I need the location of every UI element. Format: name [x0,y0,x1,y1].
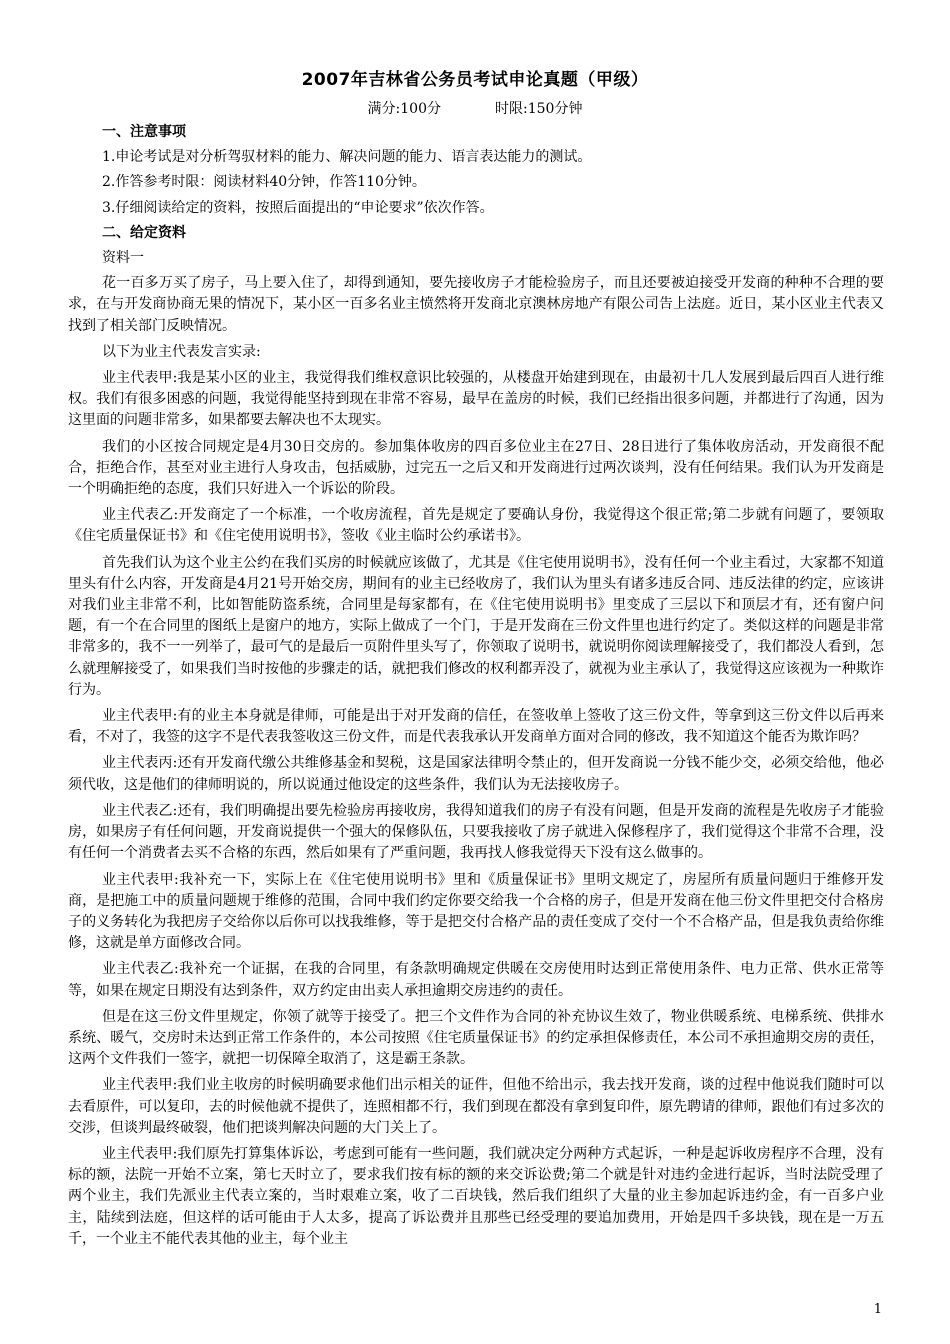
exam-meta [0,98,950,118]
paragraph: 业主代表甲:我是某小区的业主，我觉得我们维权意识比较强的，从楼盘开始建到现在，由最初十几人发展到最后四百人进行维权。我们有很多困惑的问题，我觉得能坚持到现在非常不容易，最早在盖房的时候，我们已经指出很多问题，并都进行了沟通，因为这里面的问题非常多，如果都要去解决也不太现实。 [68,370,884,429]
paragraph: 业主代表乙:还有，我们明确提出要先检验房再接收房，我得知道我们的房子有没有问题，但是开发商的流程是先收房子才能验房，如果房子有任何问题，开发商说提供一个强大的保修队伍，只要我接收了房子就进入保修程序了，我们觉得这个非常不合理，没有任何一个消费者去买不合格的东西，然后如果有了严重问题，我再找人修我觉得天下没有这么做事的。 [68,802,884,862]
note-item: 1.申论考试是对分析驾驭材料的能力、解决问题的能力、语言表达能力的测试。 [102,149,592,166]
paragraph: 业主代表甲:我们原先打算集体诉讼，考虑到可能有一些问题，我们就决定分两种方式起诉，一种是起诉收房程序不合理，没有标的额，法院一开始不立案，第七天时立了，要求我们按有标的额的来交诉讼费;第二个就是针对违约金进行起诉，当时法院受理了两个业主，我们先派业主代表立案的，当时艰难立案，收了二百块钱，然后我们组织了大量的业主参加起诉违约金，有一百多户业主，陆续到法庭，但这样的话可能由于人太多，提高了诉讼费并且那些已经受理的要追加费用，开始是四千多块钱，现在是一万五千，一个业主不能代表其他的业主，每个业主 [68,1145,884,1247]
paragraph: 以下为业主代表发言实录: [102,343,261,360]
paragraph: 业主代表丙:还有开发商代缴公共维修基金和契税，这是国家法律明令禁止的，但开发商说一分钱不能少交，必须交给他，他必须代收，这是他们的律师明说的，所以说通过他设定的这些条件，我们认为无法接收房子。 [68,755,884,793]
paragraph: 首先我们认为这个业主公约在我们买房的时候就应该做了，尤其是《住宅使用说明书》，没有任何一个业主看过，大家都不知道里头有什么内容，开发商是4月21号开始交房，期间有的业主已经收房了，我们认为里头有诸多违反合同、违反法律的约定，应该讲对我们业主非常不利，比如智能防盗系统，合同里是每家都有，在《住宅使用说明书》里变成了三层以下和顶层才有，还有窗户问题，有一个在合同里的图纸上是窗户的地方，实际上做成了一个门，于是开发商在三份文件里也进行约定了。类似这样的问题是非常非常多的，我不一一列举了，最可气的是最后一页附件里头写了，你领取了说明书，就说明你阅读理解接受了，我们都没人看到，怎么就理解接受了，如果我们当时按他的步骤走的话，就把我们修改的权利都弄没了，就视为业主承认了，我觉得这应该视为一种欺诈行为。 [68,554,884,698]
paragraph: 我们的小区按合同规定是4月30日交房的。参加集体收房的四百多位业主在27日、28日进行了集体收房活动，开发商很不配合，拒绝合作，甚至对业主进行人身攻击，包括威胁，过完五一之后又和开发商进行过两次谈判，没有任何结果。我们认为开发商是一个明确拒绝的态度，我们只好进入一个诉讼的阶段。 [68,438,884,498]
note-item: 2.作答参考时限：阅读材料40分钟，作答110分钟。 [102,174,426,191]
paragraph: 业主代表乙:我补充一个证据，在我的合同里，有条款明确规定供暖在交房使用时达到正常使用条件、电力正常、供水正常等等，如果在规定日期没有达到条件，双方约定由出卖人承担逾期交房违约的责任。 [68,961,884,999]
score-label: 满分:100分 [367,101,441,117]
section-heading-notes: 一、注意事项 [102,124,186,140]
document-title: 2007年吉林省公务员考试申论真题（甲级） [301,70,649,90]
page-number: 1 [873,1302,882,1317]
paragraph: 业主代表乙:开发商定了一个标准，一个收房流程，首先是规定了要确认身份，我觉得这个很正常;第二步就有问题了，要领取《住宅质量保证书》和《住宅使用说明书》，签收《业主临时公约承诺书》。 [68,507,884,545]
paragraph: 业主代表甲:我们业主收房的时候明确要求他们出示相关的证件，但他不给出示，我去找开发商，谈的过程中他说我们随时可以去看原件，可以复印，去的时候他就不提供了，连照相都不行，我们到现在都没有拿到复印件，原先聘请的律师，跟他们有过多次的交涉，但谈判最终破裂，他们把谈判解决问题的大门关上了。 [68,1077,884,1136]
paragraph: 业主代表甲:我补充一下，实际上在《住宅使用说明书》里和《质量保证书》里明文规定了，房屋所有质量问题归于维修开发商，是把施工中的质量问题规于维修的范围，合同中我们约定你要交给我一个合格的房子，但是开发商在他三份文件里把交付合格房子的义务转化为我把房子交给你以后你可以找我维修，等于是把交付合格产品的责任变成了交付一个不合格产品，但是我负责给你维修，这就是单方面修改合同。 [68,871,884,952]
paragraph: 但是在这三份文件里规定，你领了就等于接受了。把三个文件作为合同的补充协议生效了，物业供暖系统、电梯系统、供排水系统、暖气，交房时未达到正常工作条件的，本公司按照《住宅质量保证书》的约定承担保修责任，本公司不承担逾期交房的责任，这两个文件我们一签字，就把一切保障全取消了，这是霸王条款。 [68,1008,884,1068]
note-item: 3.仔细阅读给定的资料，按照后面提出的“申论要求”依次作答。 [102,199,494,216]
material-label: 资料一 [102,250,144,267]
section-heading-materials: 二、给定资料 [102,224,186,241]
document-body [68,122,884,1255]
paragraph: 花一百多万买了房子，马上要入住了，却得到通知，要先接收房子才能检验房子，而且还要被迫接受开发商的种种不合理的要求，在与开发商协商无果的情况下，某小区一百多名业主愤然将开发商北京澳林房地产有限公司告上法庭。近日，某小区业主代表又找到了相关部门反映情况。 [68,275,884,334]
time-limit-label: 时限:150分钟 [495,101,583,117]
paragraph: 业主代表甲:有的业主本身就是律师，可能是出于对开发商的信任，在签收单上签收了这三份文件，等拿到这三份文件以后再来看，不对了，我签的这字不是代表我签收这三份文件，而是代表我承认开发商单方面对合同的修改，我不知道这个能否为欺诈吗？ [68,708,884,746]
